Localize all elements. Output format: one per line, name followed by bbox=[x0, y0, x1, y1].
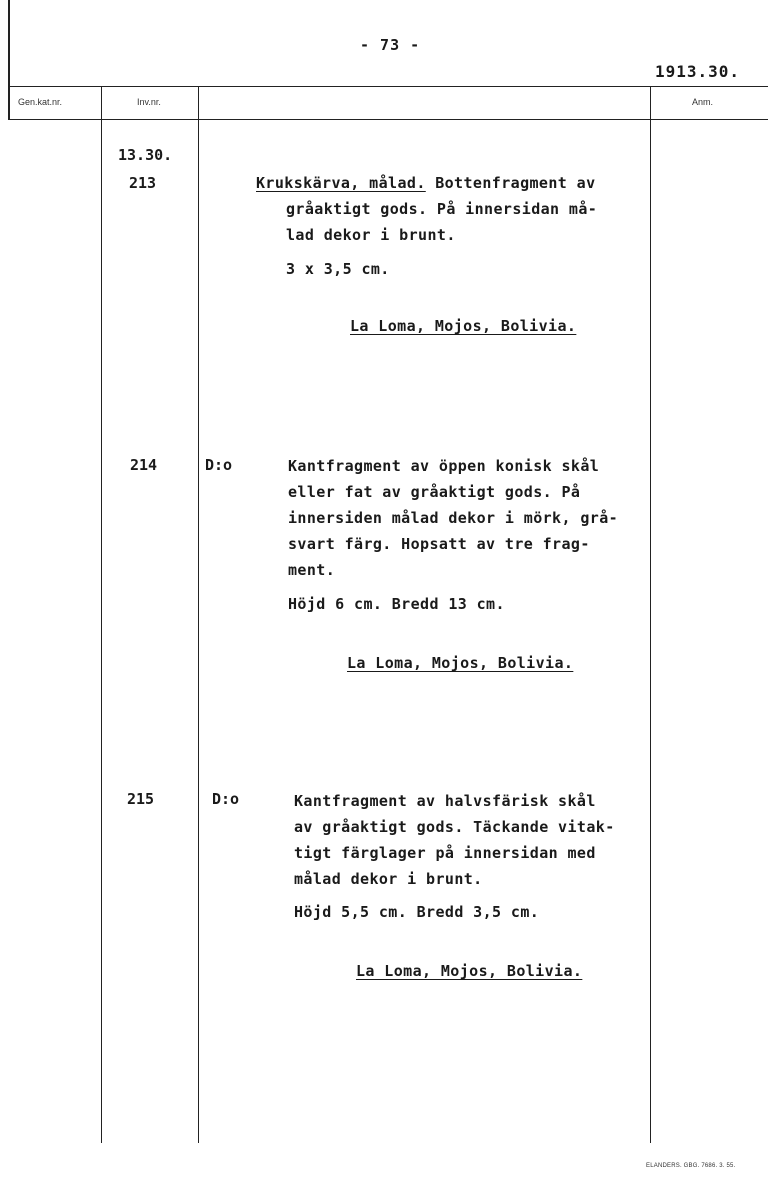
entry-line: gråaktigt gods. På innersidan må- bbox=[286, 200, 598, 218]
inv-desc-column-rule bbox=[198, 86, 199, 1143]
entry-line: eller fat av gråaktigt gods. På bbox=[288, 483, 581, 501]
ditto-mark: D:o bbox=[212, 790, 240, 808]
ditto-mark: D:o bbox=[205, 456, 233, 474]
entry-line: av gråaktigt gods. Täckande vitak- bbox=[294, 818, 615, 836]
entry-description bbox=[256, 170, 597, 248]
entry-line: ment. bbox=[288, 561, 336, 579]
inventory-number: 214 bbox=[130, 456, 158, 474]
inventory-number: 213 bbox=[129, 174, 157, 192]
entry-measurements: Höjd 6 cm. Bredd 13 cm. bbox=[288, 595, 505, 613]
entry-measurements: Höjd 5,5 cm. Bredd 3,5 cm. bbox=[294, 903, 540, 921]
column-header-gen-kat: Gen.kat.nr. bbox=[18, 97, 63, 107]
page-number: - 73 - bbox=[360, 36, 421, 54]
entry-first-line: Kantfragment av öppen konisk skål bbox=[288, 457, 600, 475]
entry-line: lad dekor i brunt. bbox=[286, 226, 456, 244]
header-top-rule bbox=[8, 86, 768, 87]
entry-line: tigt färglager på innersidan med bbox=[294, 844, 596, 862]
entry-first-line: Krukskärva, målad. Bottenfragment av bbox=[256, 174, 596, 192]
entry-location: La Loma, Mojos, Bolivia. bbox=[350, 317, 577, 335]
header-bottom-rule bbox=[8, 119, 768, 120]
desc-anm-column-rule bbox=[650, 86, 651, 1143]
printer-imprint: ELANDERS. GBG. 7686. 3. 55. bbox=[646, 1163, 736, 1169]
entry-line: innersiden målad dekor i mörk, grå- bbox=[288, 509, 619, 527]
entry-description bbox=[288, 453, 618, 583]
left-margin-rule bbox=[8, 0, 10, 120]
gen-inv-column-rule bbox=[101, 86, 102, 1143]
entry-line: svart färg. Hopsatt av tre frag- bbox=[288, 535, 590, 553]
entry-measurements: 3 x 3,5 cm. bbox=[286, 260, 390, 278]
entry-line: målad dekor i brunt. bbox=[294, 870, 483, 888]
collection-number: 13.30. bbox=[118, 146, 173, 164]
entry-description bbox=[294, 788, 615, 892]
entry-location: La Loma, Mojos, Bolivia. bbox=[347, 654, 574, 672]
entry-title: Krukskärva, målad. bbox=[256, 174, 426, 192]
column-header-inv: Inv.nr. bbox=[137, 97, 161, 107]
inventory-number: 215 bbox=[127, 790, 155, 808]
catalog-id: 1913.30. bbox=[655, 62, 741, 81]
entry-location: La Loma, Mojos, Bolivia. bbox=[356, 962, 583, 980]
column-header-anm: Anm. bbox=[692, 97, 714, 107]
entry-first-line: Kantfragment av halvsfärisk skål bbox=[294, 792, 596, 810]
